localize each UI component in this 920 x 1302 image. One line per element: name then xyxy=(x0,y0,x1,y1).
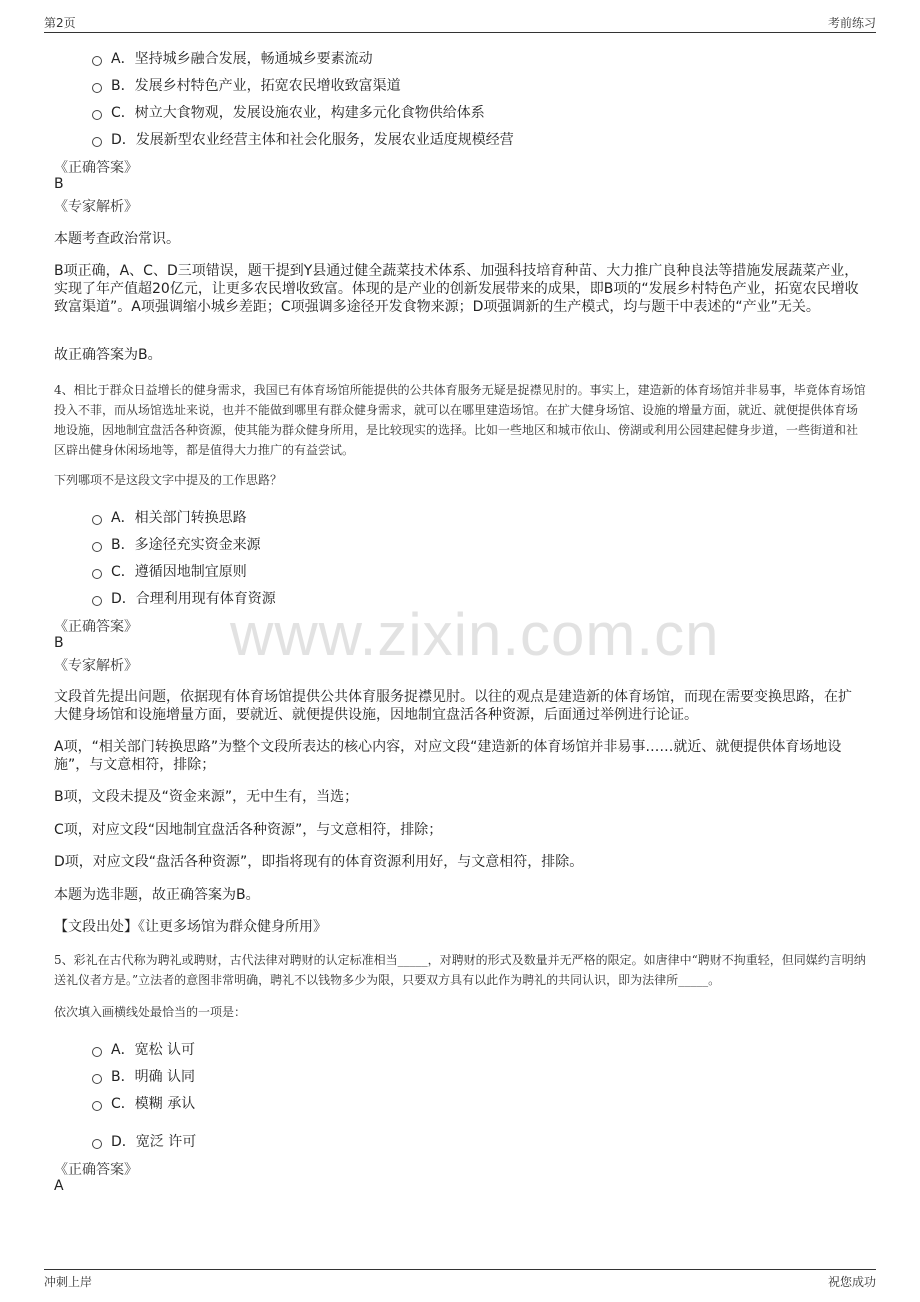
q3-answer-label: 《正确答案》 xyxy=(54,160,138,176)
radio-icon[interactable] xyxy=(92,1101,102,1111)
q4-answer-label: 《正确答案》 xyxy=(54,619,138,635)
radio-icon[interactable] xyxy=(92,56,102,66)
page-header xyxy=(44,12,876,33)
q4-stem: 下列哪项不是这段文字中提及的工作思路？ xyxy=(54,473,283,487)
q4-analysis-p6: 本题为选非题，故正确答案为B。 xyxy=(54,887,260,903)
q3-analysis-p2: B项正确，A、C、D三项错误，题干提到Y县通过健全蔬菜技术体系、加强科技培育种苗、大力推广良种良法等措施发展蔬菜产业，实现了年产值超20亿元，让更多农民增收致富。体现的是产业的创新发展带来的成果，即B项的“发展乡村特色产业，拓宽农民增收致富渠道”。A项强调缩小城乡差距；C项强调多途径开发食物来源；D项强调新的生产模式，均与题干中表述的“产业”无关。 xyxy=(54,263,859,315)
q4-analysis-p1: 文段首先提出问题，依据现有体育场馆提供公共体育服务捉襟见肘。以往的观点是建造新的体育场馆，而现在需要变换思路，在扩大健身场馆和设施增量方面，要就近、就便提供设施，因地制宜盘活各种资源，后面通过举例进行论证。 xyxy=(54,689,852,723)
q3-answer: B xyxy=(54,176,64,192)
q4-option-b[interactable]: B．多途径充实资金来源 xyxy=(92,534,261,554)
q4-analysis-label: 《专家解析》 xyxy=(54,658,138,674)
radio-icon[interactable] xyxy=(92,569,102,579)
radio-icon[interactable] xyxy=(92,596,102,606)
radio-icon[interactable] xyxy=(92,83,102,93)
q4-analysis-p4: C项，对应文段“因地制宜盘活各种资源”，与文意相符，排除； xyxy=(54,822,443,838)
footer-right-text: 祝您成功 xyxy=(827,1275,876,1289)
q5-answer: A xyxy=(54,1178,64,1194)
q4-option-a[interactable]: A．相关部门转换思路 xyxy=(92,507,247,527)
q4-option-c[interactable]: C．遵循因地制宜原则 xyxy=(92,561,247,581)
radio-icon[interactable] xyxy=(92,1047,102,1057)
radio-icon[interactable] xyxy=(92,515,102,525)
header-title: 考前练习 xyxy=(827,16,876,30)
q5-passage: 5、彩礼在古代称为聘礼或聘财，古代法律对聘财的认定标准相当_____，对聘财的形式及数量并无严格的限定。如唐律中“聘财不拘重轻，但同媒约言明纳送礼仪者方是。”立法者的意图非常明确，聘礼不以钱物多少为限，只要双方具有以此作为聘礼的共同认识，即为法律所_____。 xyxy=(54,953,866,987)
radio-icon[interactable] xyxy=(92,1074,102,1084)
radio-icon[interactable] xyxy=(92,542,102,552)
q4-analysis-p3: B项，文段未提及“资金来源”，无中生有，当选； xyxy=(54,789,359,805)
q4-option-d[interactable]: D．合理利用现有体育资源 xyxy=(92,588,276,608)
page-footer xyxy=(44,1269,876,1295)
q5-answer-label: 《正确答案》 xyxy=(54,1162,138,1178)
radio-icon[interactable] xyxy=(92,110,102,120)
q3-analysis-p3: 故正确答案为B。 xyxy=(54,347,162,363)
q3-option-d[interactable]: D．发展新型农业经营主体和社会化服务，发展农业适度规模经营 xyxy=(92,129,514,149)
q5-option-a[interactable]: A．宽松 认可 xyxy=(92,1039,195,1059)
q4-answer: B xyxy=(54,635,64,651)
q3-analysis-p1: 本题考查政治常识。 xyxy=(54,231,180,247)
q5-option-c[interactable]: C．模糊 承认 xyxy=(92,1093,195,1113)
q3-option-c[interactable]: C．树立大食物观，发展设施农业，构建多元化食物供给体系 xyxy=(92,102,485,122)
footer-left-text: 冲刺上岸 xyxy=(44,1275,93,1289)
q4-source: 【文段出处】《让更多场馆为群众健身所用》 xyxy=(54,919,327,935)
q4-passage: 4、相比于群众日益增长的健身需求，我国已有体育场馆所能提供的公共体育服务无疑是捉襟见肘的。事实上，建造新的体育场馆并非易事，毕竟体育场馆投入不菲，而从场馆选址来说，也并不能做到哪里有群众健身需求，就可以在哪里建造场馆。在扩大健身场馆、设施的增量方面，就近、就便提供体育场地设施，因地制宜盘活各种资源，使其能为群众健身所用，是比较现实的选择。比如一些地区和城市依山、傍湖或利用公园建起健身步道，一些街道和社区辟出健身休闲场地等，都是值得大力推广的有益尝试。 xyxy=(54,383,866,457)
q5-option-d[interactable]: D．宽泛 许可 xyxy=(92,1131,196,1151)
watermark: www.zixin.com.cn xyxy=(230,601,720,668)
q5-option-b[interactable]: B．明确 认同 xyxy=(92,1066,195,1086)
radio-icon[interactable] xyxy=(92,137,102,147)
q3-option-b[interactable]: B．发展乡村特色产业，拓宽农民增收致富渠道 xyxy=(92,75,401,95)
q3-analysis-label: 《专家解析》 xyxy=(54,199,138,215)
radio-icon[interactable] xyxy=(92,1139,102,1149)
q4-analysis-p5: D项，对应文段“盘活各种资源”，即指将现有的体育资源利用好，与文意相符，排除。 xyxy=(54,854,584,870)
q3-option-a[interactable]: A．坚持城乡融合发展，畅通城乡要素流动 xyxy=(92,48,373,68)
q5-stem: 依次填入画横线处最恰当的一项是： xyxy=(54,1005,247,1019)
q4-analysis-p2: A项，“相关部门转换思路”为整个文段所表达的核心内容，对应文段“建造新的体育场馆并非易事……就近、就便提供体育场地设施”，与文意相符，排除； xyxy=(54,739,842,773)
page-number: 第2页 xyxy=(44,16,76,30)
